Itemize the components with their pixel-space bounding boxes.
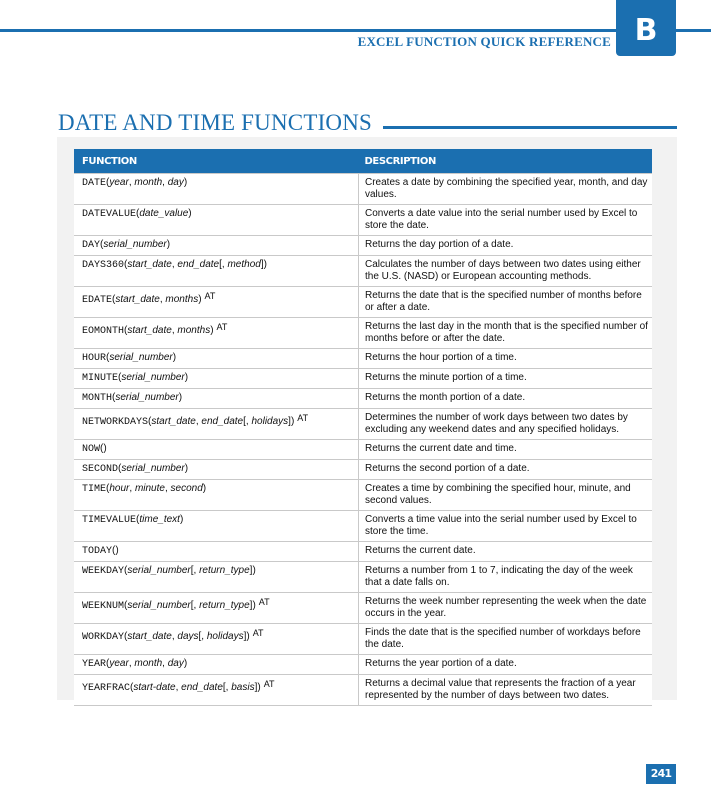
description-cell: Returns the year portion of a date.	[359, 655, 653, 675]
header-rule-right	[676, 29, 711, 32]
function-arguments: (start_date, months)	[124, 325, 214, 336]
function-cell	[74, 655, 359, 675]
table-row	[74, 440, 652, 460]
function-name: HOUR	[82, 353, 107, 364]
argument-name: start_date	[127, 259, 172, 270]
argument-name: holidays	[206, 631, 244, 642]
function-name: DAY	[82, 240, 101, 251]
function-name: NOW	[82, 444, 101, 455]
function-name: TIME	[82, 484, 107, 495]
function-arguments: (start_date, end_date[, method])	[124, 259, 267, 270]
table-row	[74, 318, 652, 349]
table-row	[74, 409, 652, 440]
table-row	[74, 480, 652, 511]
argument-separator: ,	[171, 325, 178, 336]
argument-name: time_text	[139, 514, 180, 525]
description-cell: Returns the date that is the specified number of months before or after a date.	[359, 287, 653, 318]
section-rule	[383, 126, 677, 129]
function-arguments: (start-date, end_date[, basis])	[130, 682, 261, 693]
argument-separator: ]	[249, 565, 253, 576]
function-cell	[74, 409, 359, 440]
argument-name: return_type	[199, 565, 250, 576]
function-name: DATE	[82, 178, 107, 189]
argument-name: minute	[134, 483, 165, 494]
analysis-toolpak-marker: AT	[252, 628, 264, 638]
description-cell: Determines the number of work days between two dates by excluding any weekend dates and any specified holidays.	[359, 409, 653, 440]
function-arguments: (serial_number)	[112, 392, 183, 403]
table-row	[74, 511, 652, 542]
argument-separator: ,	[128, 658, 135, 669]
argument-separator: ,	[195, 416, 202, 427]
argument-name: year	[109, 658, 129, 669]
argument-separator: [,	[222, 682, 232, 693]
table-row	[74, 349, 652, 369]
argument-name: start-date	[133, 682, 176, 693]
appendix-tab: B	[616, 0, 676, 56]
argument-separator: ]	[254, 682, 258, 693]
table-row	[74, 460, 652, 480]
function-cell	[74, 480, 359, 511]
function-name: WEEKNUM	[82, 601, 125, 612]
function-name: EDATE	[82, 295, 113, 306]
argument-name: start_date	[115, 294, 160, 305]
function-arguments: ()	[112, 545, 119, 556]
argument-separator: [,	[198, 631, 207, 642]
description-cell: Returns the last day in the month that is the specified number of months before or after the date.	[359, 318, 653, 349]
table-row	[74, 624, 652, 655]
function-arguments: (serial_number[, return_type])	[124, 600, 256, 611]
function-name: DAYS360	[82, 260, 125, 271]
argument-name: end_date	[201, 416, 244, 427]
function-name: EOMONTH	[82, 326, 125, 337]
function-name: TODAY	[82, 546, 113, 557]
function-arguments: (serial_number)	[100, 239, 171, 250]
function-name: NETWORKDAYS	[82, 417, 149, 428]
function-arguments: (start_date, months)	[112, 294, 202, 305]
table-header-row	[74, 149, 652, 174]
column-header-function: FUNCTION	[74, 149, 359, 174]
description-cell: Returns the current date.	[359, 542, 653, 562]
argument-name: day	[167, 177, 184, 188]
argument-name: start_date	[127, 631, 172, 642]
analysis-toolpak-marker: AT	[258, 597, 270, 607]
argument-separator: ,	[164, 483, 171, 494]
function-cell	[74, 256, 359, 287]
function-arguments: (year, month, day)	[106, 658, 188, 669]
function-cell	[74, 236, 359, 256]
function-arguments: (serial_number[, return_type])	[124, 565, 256, 576]
argument-name: month	[134, 658, 163, 669]
argument-separator: ,	[171, 631, 178, 642]
argument-name: serial_number	[121, 372, 185, 383]
description-cell: Finds the date that is the specified number of workdays before the date.	[359, 624, 653, 655]
function-arguments: (start_date, days[, holidays])	[124, 631, 250, 642]
argument-separator: [,	[219, 259, 228, 270]
function-arguments: (year, month, day)	[106, 177, 188, 188]
table-row	[74, 287, 652, 318]
description-cell: Converts a date value into the serial number used by Excel to store the date.	[359, 205, 653, 236]
page-number: 241	[646, 764, 676, 784]
table-row	[74, 593, 652, 624]
argument-name: year	[109, 177, 129, 188]
function-cell	[74, 593, 359, 624]
function-cell	[74, 205, 359, 236]
description-cell: Calculates the number of days between two dates using either the U.S. (NASD) or European accounting methods.	[359, 256, 653, 287]
function-cell	[74, 369, 359, 389]
description-cell: Returns the minute portion of a time.	[359, 369, 653, 389]
function-cell	[74, 174, 359, 205]
argument-separator: ]	[288, 416, 291, 427]
table-body	[74, 174, 652, 706]
function-name: MINUTE	[82, 373, 119, 384]
function-name: DATEVALUE	[82, 209, 137, 220]
table-row	[74, 655, 652, 675]
argument-separator: ,	[162, 658, 168, 669]
argument-name: serial_number	[103, 239, 167, 250]
argument-name: day	[167, 658, 184, 669]
description-cell: Returns the second portion of a date.	[359, 460, 653, 480]
function-cell	[74, 542, 359, 562]
function-name: MONTH	[82, 393, 113, 404]
argument-separator: ,	[162, 177, 168, 188]
argument-name: start_date	[127, 325, 172, 336]
description-cell: Returns the day portion of a date.	[359, 236, 653, 256]
analysis-toolpak-marker: AT	[263, 679, 275, 689]
argument-separator: ,	[175, 682, 182, 693]
function-cell	[74, 389, 359, 409]
function-arguments: (time_text)	[136, 514, 184, 525]
function-arguments: (serial_number)	[118, 372, 189, 383]
table-row	[74, 205, 652, 236]
argument-name: months	[165, 294, 199, 305]
argument-separator: [,	[190, 565, 200, 576]
table-row	[74, 562, 652, 593]
argument-name: hour	[109, 483, 130, 494]
description-cell: Returns a decimal value that represents the fraction of a year represented by the number of days between two dates.	[359, 675, 653, 706]
function-cell	[74, 624, 359, 655]
argument-name: serial_number	[109, 352, 173, 363]
function-name: SECOND	[82, 464, 119, 475]
header-rule	[0, 29, 616, 32]
argument-name: start_date	[151, 416, 196, 427]
argument-separator: ,	[129, 483, 135, 494]
argument-name: basis	[231, 682, 255, 693]
description-cell: Returns the week number representing the week when the date occurs in the year.	[359, 593, 653, 624]
table-row	[74, 675, 652, 706]
description-cell: Returns a number from 1 to 7, indicating the day of the week that a date falls on.	[359, 562, 653, 593]
analysis-toolpak-marker: AT	[216, 322, 228, 332]
description-cell: Returns the month portion of a date.	[359, 389, 653, 409]
argument-separator: ]	[249, 600, 253, 611]
function-arguments: (date_value)	[136, 208, 192, 219]
column-header-description: DESCRIPTION	[359, 149, 653, 174]
table-row	[74, 369, 652, 389]
argument-name: return_type	[199, 600, 250, 611]
function-cell	[74, 511, 359, 542]
function-cell	[74, 287, 359, 318]
argument-name: serial_number	[115, 392, 179, 403]
argument-separator: ,	[159, 294, 166, 305]
argument-separator: ]	[243, 631, 247, 642]
table-row	[74, 256, 652, 287]
table-row	[74, 389, 652, 409]
argument-name: serial_number	[127, 600, 191, 611]
function-cell	[74, 675, 359, 706]
description-cell: Returns the current date and time.	[359, 440, 653, 460]
section-title: DATE AND TIME FUNCTIONS	[58, 110, 373, 135]
function-cell	[74, 318, 359, 349]
analysis-toolpak-marker: AT	[204, 291, 216, 301]
argument-separator: ,	[171, 259, 178, 270]
running-header: EXCEL FUNCTION QUICK REFERENCE	[357, 34, 611, 49]
argument-name: method	[227, 259, 261, 270]
function-cell	[74, 349, 359, 369]
table-row	[74, 542, 652, 562]
argument-name: days	[177, 631, 199, 642]
description-cell: Creates a date by combining the specified year, month, and day values.	[359, 174, 653, 205]
argument-name: serial_number	[121, 463, 185, 474]
function-cell	[74, 440, 359, 460]
table-row	[74, 174, 652, 205]
function-name: WORKDAY	[82, 632, 125, 643]
argument-name: months	[177, 325, 211, 336]
argument-name: second	[170, 483, 203, 494]
function-arguments: (start_date, end_date[, holidays])	[148, 416, 295, 427]
argument-name: end_date	[177, 259, 220, 270]
argument-name: month	[134, 177, 163, 188]
function-arguments: (hour, minute, second)	[106, 483, 207, 494]
description-cell: Returns the hour portion of a time.	[359, 349, 653, 369]
argument-name: holidays	[251, 416, 289, 427]
argument-name: serial_number	[127, 565, 191, 576]
function-name: TIMEVALUE	[82, 515, 137, 526]
function-cell	[74, 460, 359, 480]
argument-separator: [,	[190, 600, 200, 611]
function-table	[74, 149, 652, 706]
argument-name: end_date	[181, 682, 223, 693]
function-name: WEEKDAY	[82, 566, 125, 577]
function-cell	[74, 562, 359, 593]
description-cell: Converts a time value into the serial number used by Excel to store the time.	[359, 511, 653, 542]
description-cell: Creates a time by combining the specified hour, minute, and second values.	[359, 480, 653, 511]
function-arguments: (serial_number)	[118, 463, 189, 474]
table-row	[74, 236, 652, 256]
argument-separator: ,	[128, 177, 135, 188]
function-name: YEARFRAC	[82, 683, 131, 694]
argument-separator: ]	[260, 259, 264, 270]
argument-name: date_value	[139, 208, 189, 219]
function-name: YEAR	[82, 659, 107, 670]
argument-separator: [,	[243, 416, 252, 427]
analysis-toolpak-marker: AT	[297, 413, 309, 423]
function-arguments: (serial_number)	[106, 352, 177, 363]
function-arguments: ()	[100, 443, 107, 454]
